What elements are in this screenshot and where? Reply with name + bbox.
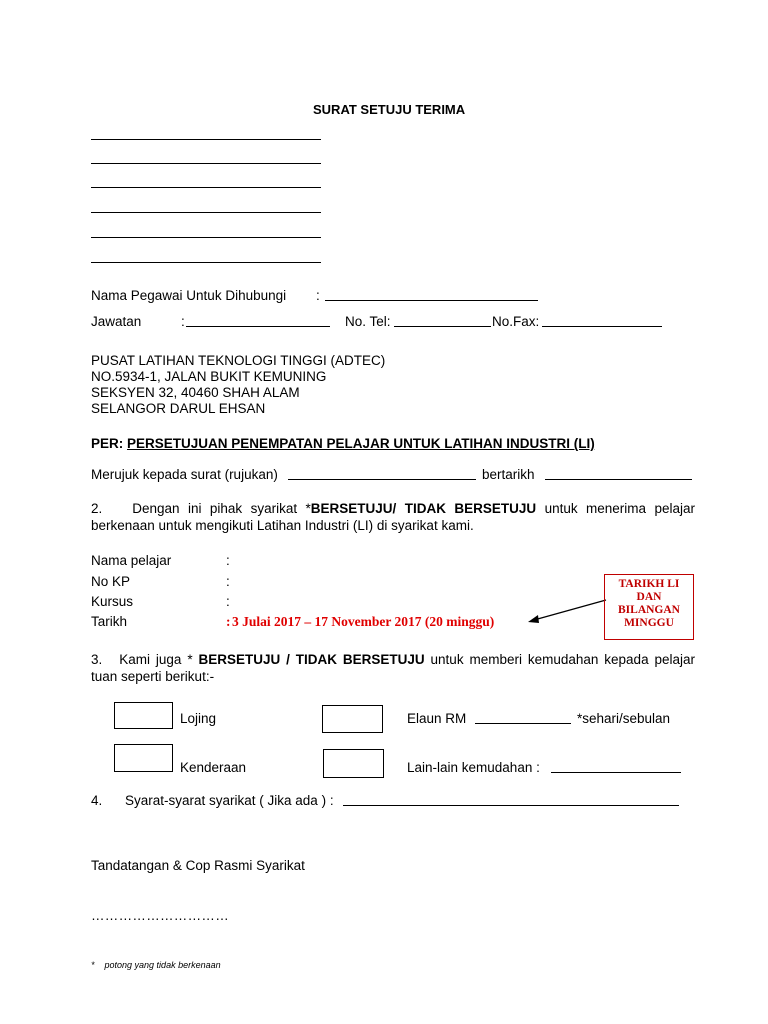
subject-prefix: PER — [91, 436, 119, 451]
tel-label: No. Tel: — [345, 314, 391, 329]
transport-checkbox[interactable] — [114, 744, 173, 772]
dated-field[interactable] — [545, 467, 692, 480]
student-course-colon: : — [226, 594, 230, 609]
others-checkbox[interactable] — [323, 749, 384, 778]
reference-label: Merujuk kepada surat (rujukan) — [91, 467, 278, 482]
student-name-label: Nama pelajar — [91, 553, 172, 568]
footnote: * potong yang tidak berkenaan — [91, 960, 221, 970]
student-ic-label: No KP — [91, 574, 131, 589]
position-field[interactable] — [186, 314, 330, 327]
signature-label: Tandatangan & Cop Rasmi Syarikat — [91, 858, 305, 873]
address-blank-line[interactable] — [91, 187, 321, 188]
agree-option: BERSETUJU/ TIDAK BERSETUJU — [310, 501, 537, 516]
student-name-colon: : — [226, 553, 230, 568]
student-date-colon: : — [226, 614, 231, 629]
transport-label: Kenderaan — [180, 760, 247, 775]
allowance-suffix: *sehari/sebulan — [577, 711, 671, 726]
officer-field[interactable] — [325, 288, 538, 301]
allowance-checkbox[interactable] — [322, 705, 383, 733]
callout-arrow-icon — [520, 596, 610, 630]
student-ic-colon: : — [226, 574, 230, 589]
address-line: SEKSYEN 32, 40460 SHAH ALAM — [91, 385, 300, 400]
tel-field[interactable] — [394, 314, 491, 327]
officer-colon: : — [316, 288, 320, 303]
subject-text: PERSETUJUAN PENEMPATAN PELAJAR UNTUK LATIHAN INDUSTRI (LI) — [127, 436, 595, 451]
student-course-label: Kursus — [91, 594, 134, 609]
reference-field[interactable] — [288, 467, 476, 480]
allowance-field[interactable] — [475, 711, 571, 724]
lodging-checkbox[interactable] — [114, 702, 173, 729]
address-blank-line[interactable] — [91, 212, 321, 213]
fax-label: No.Fax: — [492, 314, 540, 329]
allowance-label: Elaun RM — [407, 711, 467, 726]
officer-label: Nama Pegawai Untuk Dihubungi — [91, 288, 287, 303]
address-line: PUSAT LATIHAN TEKNOLOGI TINGGI (ADTEC) — [91, 353, 386, 368]
address-blank-line[interactable] — [91, 262, 321, 263]
others-label: Lain-lain kemudahan : — [407, 760, 540, 775]
conditions-field[interactable] — [343, 793, 679, 806]
paragraph-3: 3. Kami juga * BERSETUJU / TIDAK BERSETUJU untuk memberi kemudahan kepada pelajar tuan seperti berikut:- — [91, 652, 695, 684]
address-line: SELANGOR DARUL EHSAN — [91, 401, 266, 416]
address-line: NO.5934-1, JALAN BUKIT KEMUNING — [91, 369, 327, 384]
student-date-label: Tarikh — [91, 614, 128, 629]
position-colon: : — [181, 314, 185, 329]
fax-field[interactable] — [542, 314, 662, 327]
dated-label: bertarikh — [482, 467, 535, 482]
signature-dots[interactable]: ………………………… — [91, 908, 229, 923]
page-title: SURAT SETUJU TERIMA — [313, 102, 466, 117]
address-blank-line[interactable] — [91, 163, 321, 164]
address-blank-line[interactable] — [91, 237, 321, 238]
position-label: Jawatan — [91, 314, 142, 329]
subject-line: PER: PERSETUJUAN PENEMPATAN PELAJAR UNTUK LATIHAN INDUSTRI (LI) — [91, 436, 595, 451]
others-field[interactable] — [551, 760, 681, 773]
para4-number: 4. — [91, 793, 103, 808]
agree-option: BERSETUJU / TIDAK BERSETUJU — [198, 652, 425, 667]
address-blank-line[interactable] — [91, 139, 321, 140]
paragraph-2: 2. Dengan ini pihak syarikat *BERSETUJU/ TIDAK BERSETUJU untuk menerima pelajar berkenaan untuk mengikuti Latihan Industri (LI) di syarikat kami. — [91, 501, 696, 533]
lodging-label: Lojing — [180, 711, 217, 726]
callout-box: TARIKH LI DAN BILANGAN MINGGU — [604, 574, 694, 640]
student-date-value: 3 Julai 2017 – 17 November 2017 (20 minggu) — [232, 614, 495, 629]
para4-label: Syarat-syarat syarikat ( Jika ada ) : — [125, 793, 334, 808]
